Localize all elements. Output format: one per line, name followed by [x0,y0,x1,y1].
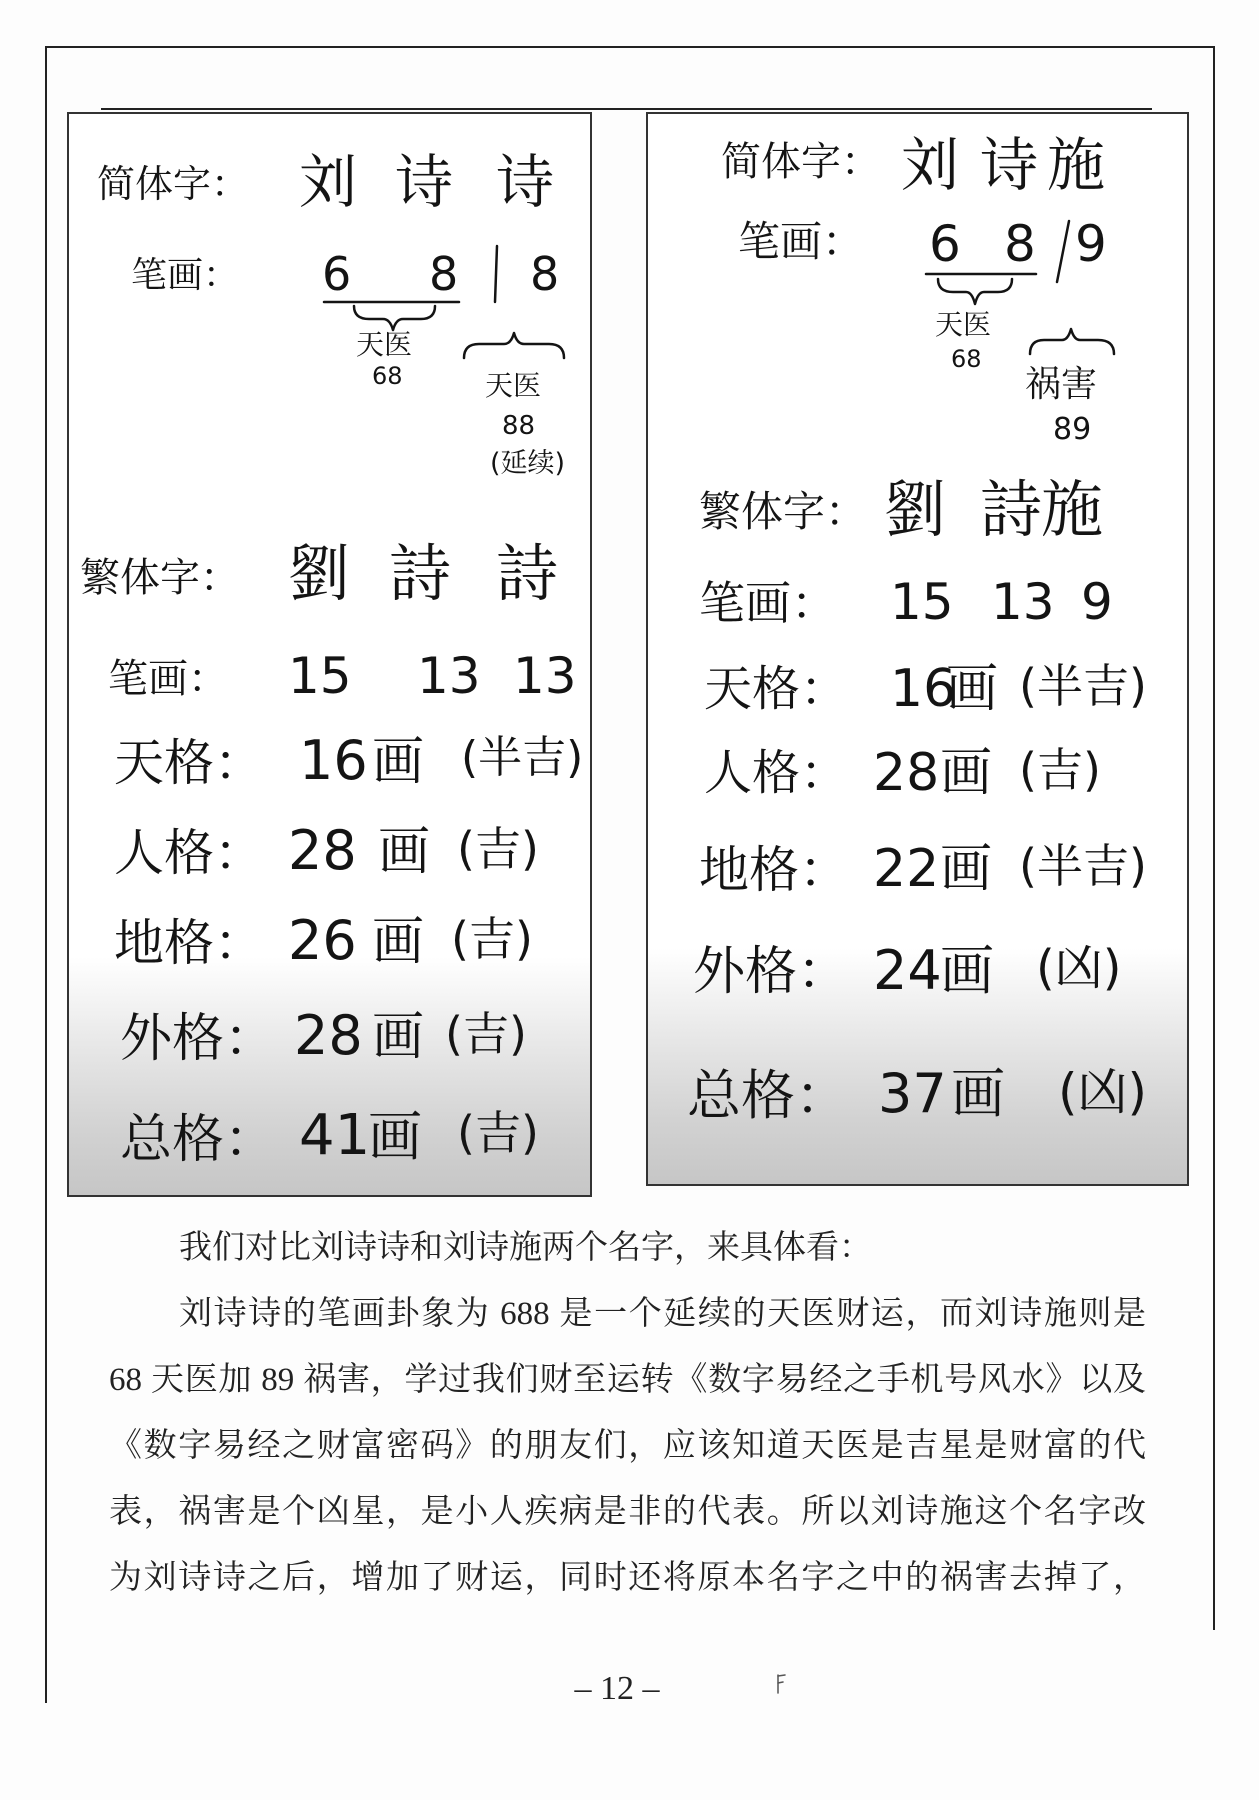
grid-count: 26 [288,909,357,972]
grid-unit: 画 [940,939,994,1002]
grid-verdict: (吉) [457,822,539,876]
grid-label: 地格： [114,914,264,972]
brace-up [464,333,564,358]
page-frame-top [45,46,1215,48]
page-frame-left [45,46,47,1703]
grid-unit: 画 [372,912,425,972]
paragraph-line: 我们对比刘诗诗和刘诗施两个名字，来具体看： [179,1230,872,1266]
grid-count: 24 [873,939,942,1002]
grid-label: 人格： [704,745,849,801]
grid-unit: 画 [378,822,431,882]
grid-verdict: (半吉) [1019,659,1147,713]
stroke-count: 13 [513,647,577,705]
grid-count: 22 [873,839,940,899]
stroke-count: 8 [429,247,459,301]
simplified-label: 简体字： [721,139,881,185]
traditional-char: 劉 [884,473,947,546]
stroke-group-number: 88 [502,411,536,441]
grid-unit: 画 [940,839,993,899]
stroke-count: 9 [1081,573,1113,631]
page-frame-right [1213,46,1215,1630]
grid-unit: 画 [940,743,993,803]
grid-count: 37 [878,1062,947,1125]
stroke-count: 6 [929,215,961,273]
grid-verdict: (凶) [1036,940,1122,996]
traditional-label: 繁体字： [80,555,240,601]
stroke-divider [495,246,497,302]
stroke-count: 8 [1004,215,1036,273]
grid-count: 28 [294,1004,363,1067]
stroke-count: 13 [991,573,1055,631]
traditional-strokes-label: 笔画： [699,576,837,630]
stroke-count: 8 [530,247,560,301]
grid-label: 天格： [704,661,849,717]
grid-label: 人格： [114,824,264,882]
grid-label: 天格： [114,734,264,792]
grid-verdict: (凶) [1058,1063,1148,1121]
stroke-group-name: 祸害 [1025,364,1098,405]
traditional-char: 劉 [288,537,351,610]
grid-count: 28 [873,743,940,803]
traditional-char: 詩 [389,537,452,610]
stroke-group-number: 68 [951,345,982,373]
grid-verdict: (半吉) [461,732,584,783]
paragraph-line: 为刘诗诗之后，增加了财运，同时还将原本名字之中的祸害去掉了， [109,1560,1146,1596]
stroke-count: 6 [322,247,352,301]
stroke-count: 9 [1075,215,1107,273]
simplified-label: 简体字： [97,162,250,206]
grid-unit: 画 [372,1007,425,1067]
stroke-group-note: (延续) [490,448,566,479]
simplified-char: 刘 [901,131,960,199]
traditional-char: 詩 [980,473,1043,546]
grid-count: 41 [299,1103,371,1168]
stroke-group-name: 天医 [935,308,992,341]
grid-count: 16 [299,729,368,792]
stroke-group-number: 68 [372,362,403,390]
right-card-pen-strokes [648,114,1189,1186]
grid-verdict: (半吉) [1019,839,1147,893]
brace-up [1030,329,1114,354]
header-rule [101,108,1152,110]
grid-count: 28 [288,819,357,882]
paragraph-line: 《数字易经之财富密码》的朋友们，应该知道天医是吉星是财富的代 [109,1428,1146,1464]
grid-unit: 画 [368,1105,422,1168]
grid-unit: 画 [946,659,999,719]
traditional-char: 施 [1041,473,1104,546]
grid-label: 地格： [699,841,849,899]
paragraph-line: 刘诗诗的笔画卦象为 688 是一个延续的天医财运，而刘诗施则是 [179,1296,1146,1332]
simplified-char: 诗 [395,148,454,216]
grid-label: 总格： [120,1110,277,1170]
traditional-char: 詩 [496,537,559,610]
page-number: – 12 – [574,1670,660,1707]
grid-verdict: (吉) [445,1007,527,1061]
stroke-count: 15 [890,573,954,631]
paragraph-line: 68 天医加 89 祸害，学过我们财至运转《数字易经之手机号风水》以及 [109,1362,1146,1398]
stroke-count: 13 [417,647,481,705]
traditional-label: 繁体字： [699,487,868,536]
stroke-group-number: 89 [1053,412,1092,447]
grid-unit: 画 [951,1062,1005,1125]
left-name-card [67,112,592,1197]
right-name-card [646,112,1189,1186]
scan-mark [772,1672,790,1696]
simplified-char: 诗 [980,131,1039,199]
grid-unit: 画 [372,732,425,792]
stroke-count: 15 [288,647,352,705]
grid-label: 外格： [120,1009,277,1069]
brace-down [354,306,435,330]
simplified-strokes-label: 笔画： [738,217,865,266]
grid-verdict: (吉) [451,912,533,966]
traditional-strokes-label: 笔画： [108,656,228,702]
stroke-group-name: 天医 [485,369,542,402]
paragraph-line: 表，祸害是个凶星，是小人疾病是非的代表。所以刘诗施这个名字改 [109,1494,1146,1530]
body-text [109,1215,1146,1611]
grid-count: 16 [890,659,957,719]
brace-down [938,279,1012,304]
grid-label: 外格： [693,942,850,1002]
stroke-group-name: 天医 [356,328,413,361]
simplified-char: 刘 [299,148,358,216]
simplified-char: 诗 [496,148,555,216]
simplified-strokes-label: 笔画： [131,255,240,296]
simplified-char: 施 [1047,131,1106,199]
stroke-divider [1057,221,1069,282]
grid-verdict: (吉) [1019,743,1101,797]
grid-label: 总格： [687,1064,849,1127]
grid-verdict: (吉) [457,1106,539,1160]
